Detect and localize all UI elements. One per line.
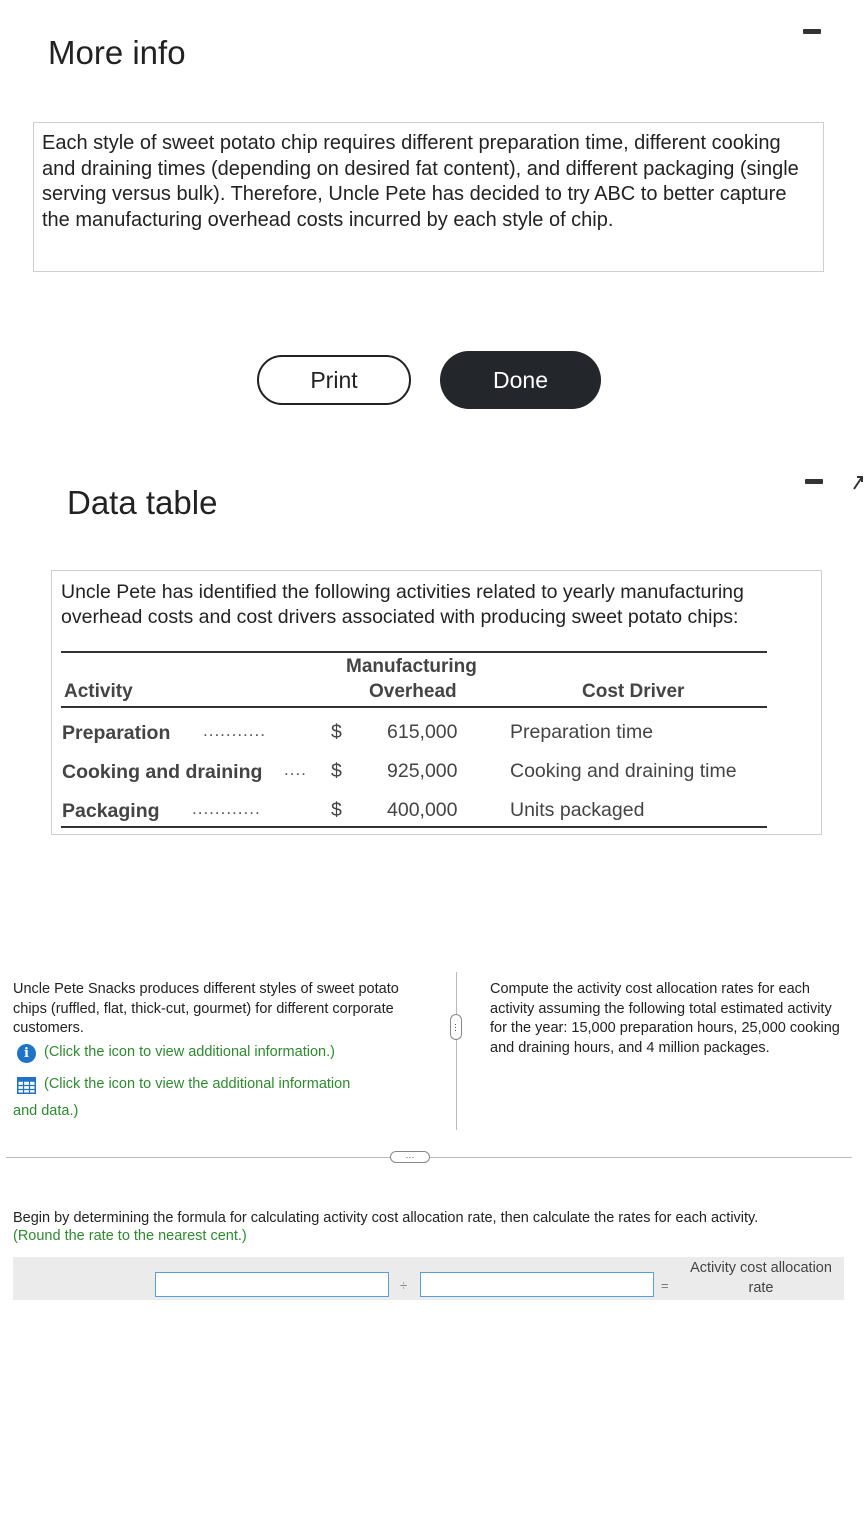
row-activity: Preparation bbox=[62, 722, 171, 744]
instruction-text: Begin by determining the formula for calculating activity cost allocation rate, then calculate the rates for each activity. bbox=[13, 1210, 759, 1226]
minimize-icon[interactable] bbox=[805, 479, 823, 484]
row-activity: Packaging bbox=[62, 800, 160, 822]
row-currency: $ bbox=[331, 760, 342, 782]
row-activity: Cooking and draining bbox=[62, 761, 263, 783]
print-button[interactable]: Print bbox=[257, 355, 411, 405]
header-rule bbox=[61, 706, 767, 708]
data-table-title: Data table bbox=[67, 484, 218, 521]
row-driver: Preparation time bbox=[510, 721, 654, 743]
info-icon[interactable]: i bbox=[17, 1044, 36, 1063]
header-overhead-line1: Manufacturing bbox=[346, 656, 477, 677]
row-dots: .... bbox=[284, 760, 307, 779]
header-overhead-line2: Overhead bbox=[369, 681, 457, 702]
vertical-resize-handle[interactable]: ⋯ bbox=[450, 1014, 462, 1040]
header-activity: Activity bbox=[64, 681, 133, 702]
row-currency: $ bbox=[331, 799, 342, 821]
vertical-divider bbox=[456, 972, 457, 1130]
row-overhead: 925,000 bbox=[387, 760, 458, 782]
result-label bbox=[678, 1259, 844, 1298]
data-link[interactable]: (Click the icon to view the additional information bbox=[44, 1076, 351, 1092]
done-button[interactable]: Done bbox=[440, 351, 601, 409]
more-info-title: More info bbox=[48, 34, 186, 71]
result-label-line2: rate bbox=[748, 1279, 774, 1296]
numerator-input[interactable] bbox=[155, 1272, 389, 1297]
data-table-intro: Uncle Pete has identified the following activities related to yearly manufacturing overhead costs and cost drivers associated with producing sweet potato chips: bbox=[61, 581, 744, 628]
expand-arrow-icon[interactable] bbox=[851, 473, 864, 491]
row-dots: ........... bbox=[203, 721, 266, 740]
rounding-hint: (Round the rate to the nearest cent.) bbox=[13, 1228, 247, 1244]
row-overhead: 400,000 bbox=[387, 799, 458, 821]
minimize-icon[interactable] bbox=[803, 29, 821, 34]
row-overhead: 615,000 bbox=[387, 721, 458, 743]
task-statement: Compute the activity cost allocation rates for each activity assuming the following total estimated activity for the year: 15,000 preparation hours, 25,000 cooking and draining hours, and 4 million packages. bbox=[490, 981, 840, 1056]
denominator-input[interactable] bbox=[420, 1272, 654, 1297]
equals-operator: = bbox=[661, 1278, 669, 1293]
data-link-continued[interactable]: and data.) bbox=[13, 1103, 79, 1119]
problem-statement: Uncle Pete Snacks produces different styles of sweet potato chips (ruffled, flat, thick-cut, gourmet) for different corporate customers. bbox=[13, 981, 399, 1036]
row-currency: $ bbox=[331, 721, 342, 743]
table-top-rule bbox=[61, 651, 767, 653]
horizontal-resize-handle[interactable]: ⋯ bbox=[390, 1151, 430, 1163]
result-label-line1: Activity cost allocation bbox=[690, 1260, 832, 1276]
header-cost-driver: Cost Driver bbox=[582, 681, 685, 702]
table-bottom-rule bbox=[61, 826, 767, 828]
info-link[interactable]: (Click the icon to view additional information.) bbox=[44, 1044, 335, 1060]
divide-operator: ÷ bbox=[400, 1278, 408, 1293]
row-driver: Units packaged bbox=[510, 799, 645, 821]
data-table-icon[interactable] bbox=[17, 1077, 36, 1094]
more-info-body: Each style of sweet potato chip requires different preparation time, different cooking and draining times (depending on desired fat content), and different packaging (single serving versus bulk). Therefore, Uncle Pete has decided to try ABC to better capture the manufacturing overhead costs incurred by each style of chip. bbox=[33, 122, 824, 272]
row-driver: Cooking and draining time bbox=[510, 760, 737, 782]
row-dots: ............ bbox=[192, 799, 261, 818]
